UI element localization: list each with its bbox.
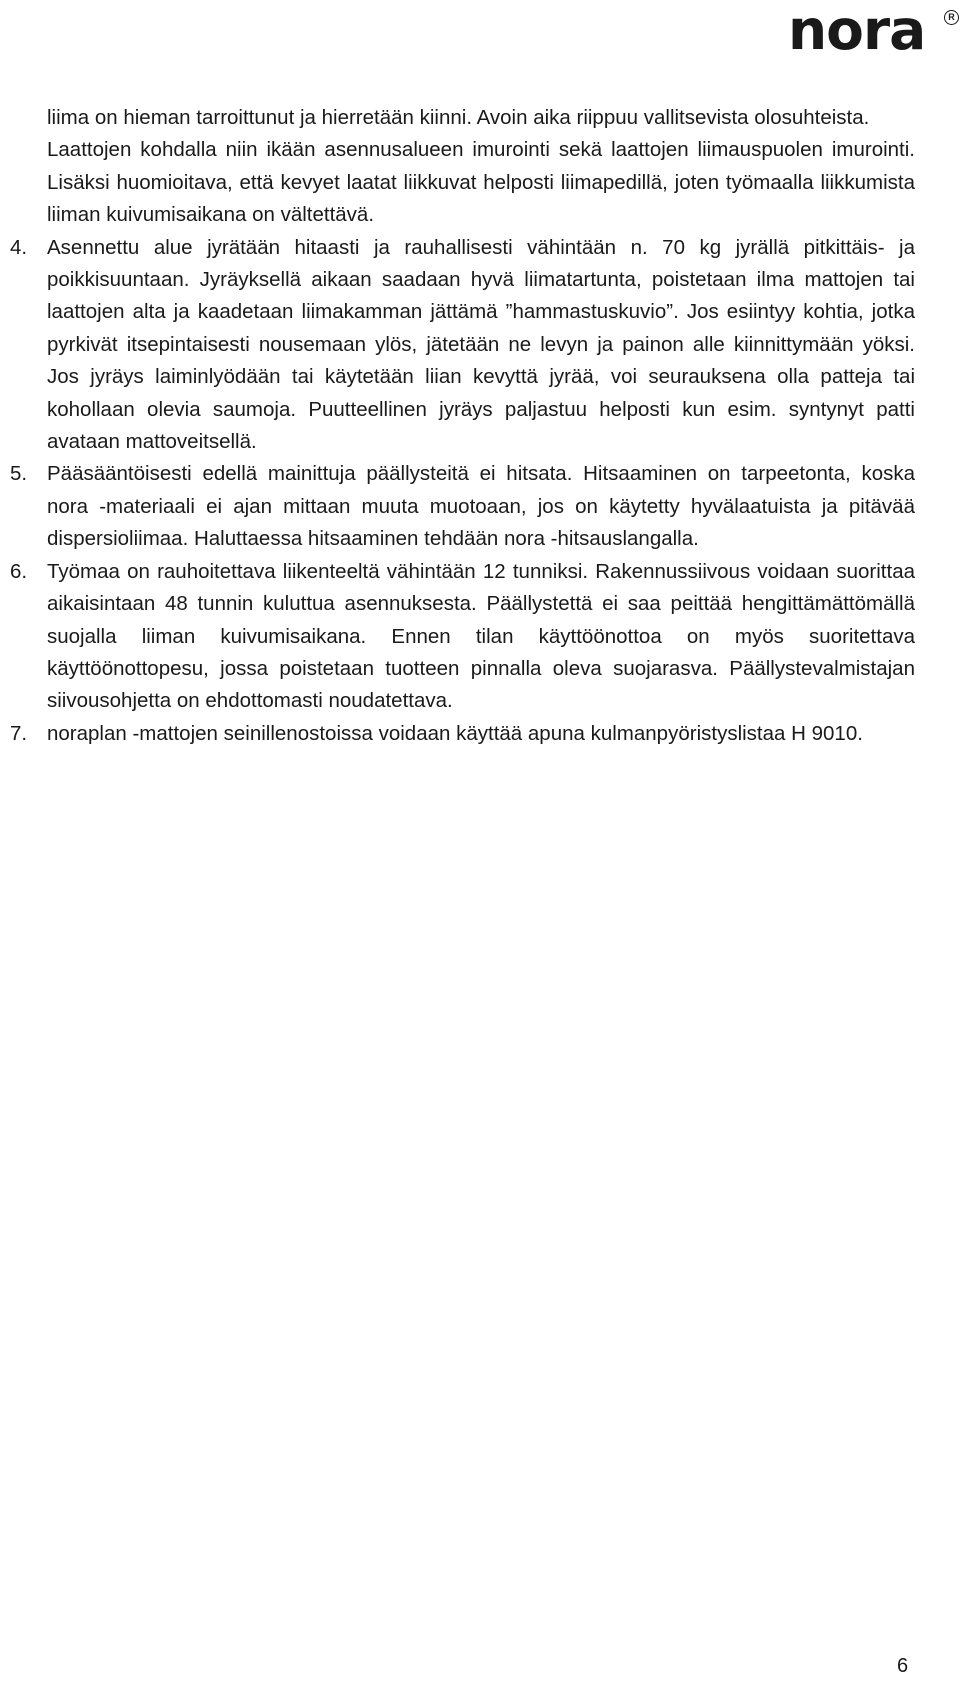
list-item-6: [10, 556, 915, 718]
list-item-number: 7.: [10, 721, 28, 745]
list-item-number: 6.: [10, 559, 28, 583]
list-item-text: Työmaa on rauhoitettava liikenteeltä vähintään 12 tunniksi. Rakennussiivous voidaan suorittaa aikaisintaan 48 tunnin kuluttua asennuksesta. Päällystettä ei saa peittää hengittämättömällä suojalla liiman kuivumisaikana. Ennen tilan käyttöönottoa on myös suoritettava käyttöönottopesu, jossa poistetaan tuotteen pinnalla oleva suojarasva. Päällystevalmistajan siivousohjetta on ehdottomasti noudatettava.: [47, 559, 915, 713]
logo-wordmark: nora: [788, 0, 926, 62]
registered-mark-icon: R: [944, 10, 959, 25]
list-item-text: noraplan -mattojen seinillenostoissa voidaan käyttää apuna kulmanpyöristyslistaa H 9010.: [47, 721, 863, 745]
nora-logo: [788, 0, 960, 62]
list-item-4: [10, 232, 915, 459]
list-item-5: [10, 458, 915, 555]
intro-paragraph-2: Laattojen kohdalla niin ikään asennusalueen imurointi sekä laattojen liimauspuolen imurointi. Lisäksi huomioitava, että kevyet laatat liikkuvat helposti liimapedillä, joten työmaalla liikkumista liiman kuivumisaikana on vältettävä.: [47, 138, 915, 227]
document-body: [10, 102, 915, 750]
list-item-number: 4.: [10, 235, 28, 259]
list-item-text: Asennettu alue jyrätään hitaasti ja rauhallisesti vähintään n. 70 kg jyrällä pitkittäis- ja poikkisuuntaan. Jyräyksellä aikaan saadaan hyvä liimatartunta, poistetaan ilma mattojen tai laattojen alta ja kaadetaan liimakamman jättämä ”hammastuskuvio”. Jos esiintyy kohtia, jotka pyrkivät itsepintaisesti nousemaan ylös, jätetään ne levyn ja painon alle kiinnittymään yöksi. Jos jyräys laiminlyödään tai käytetään liian kevyttä jyrää, voi seurauksena olla patteja tai kohollaan olevia saumoja. Puutteellinen jyräys paljastuu helposti kun esim. syntynyt patti avataan mattoveitsellä.: [47, 235, 915, 454]
page-number: 6: [897, 1655, 909, 1677]
list-item-number: 5.: [10, 462, 28, 486]
intro-paragraph-1: liima on hieman tarroittunut ja hierretään kiinni. Avoin aika riippuu vallitsevista olosuhteista.: [47, 106, 870, 129]
list-item-text: Pääsääntöisesti edellä mainittuja päällysteitä ei hitsata. Hitsaaminen on tarpeetonta, koska nora -materiaali ei ajan mittaan muuta muotoaan, jos on käytetty hyvälaatuista ja pitävää dispersioliimaa. Haluttaessa hitsaaminen tehdään nora -hitsauslangalla.: [47, 462, 915, 551]
list-item-7: [10, 718, 915, 750]
